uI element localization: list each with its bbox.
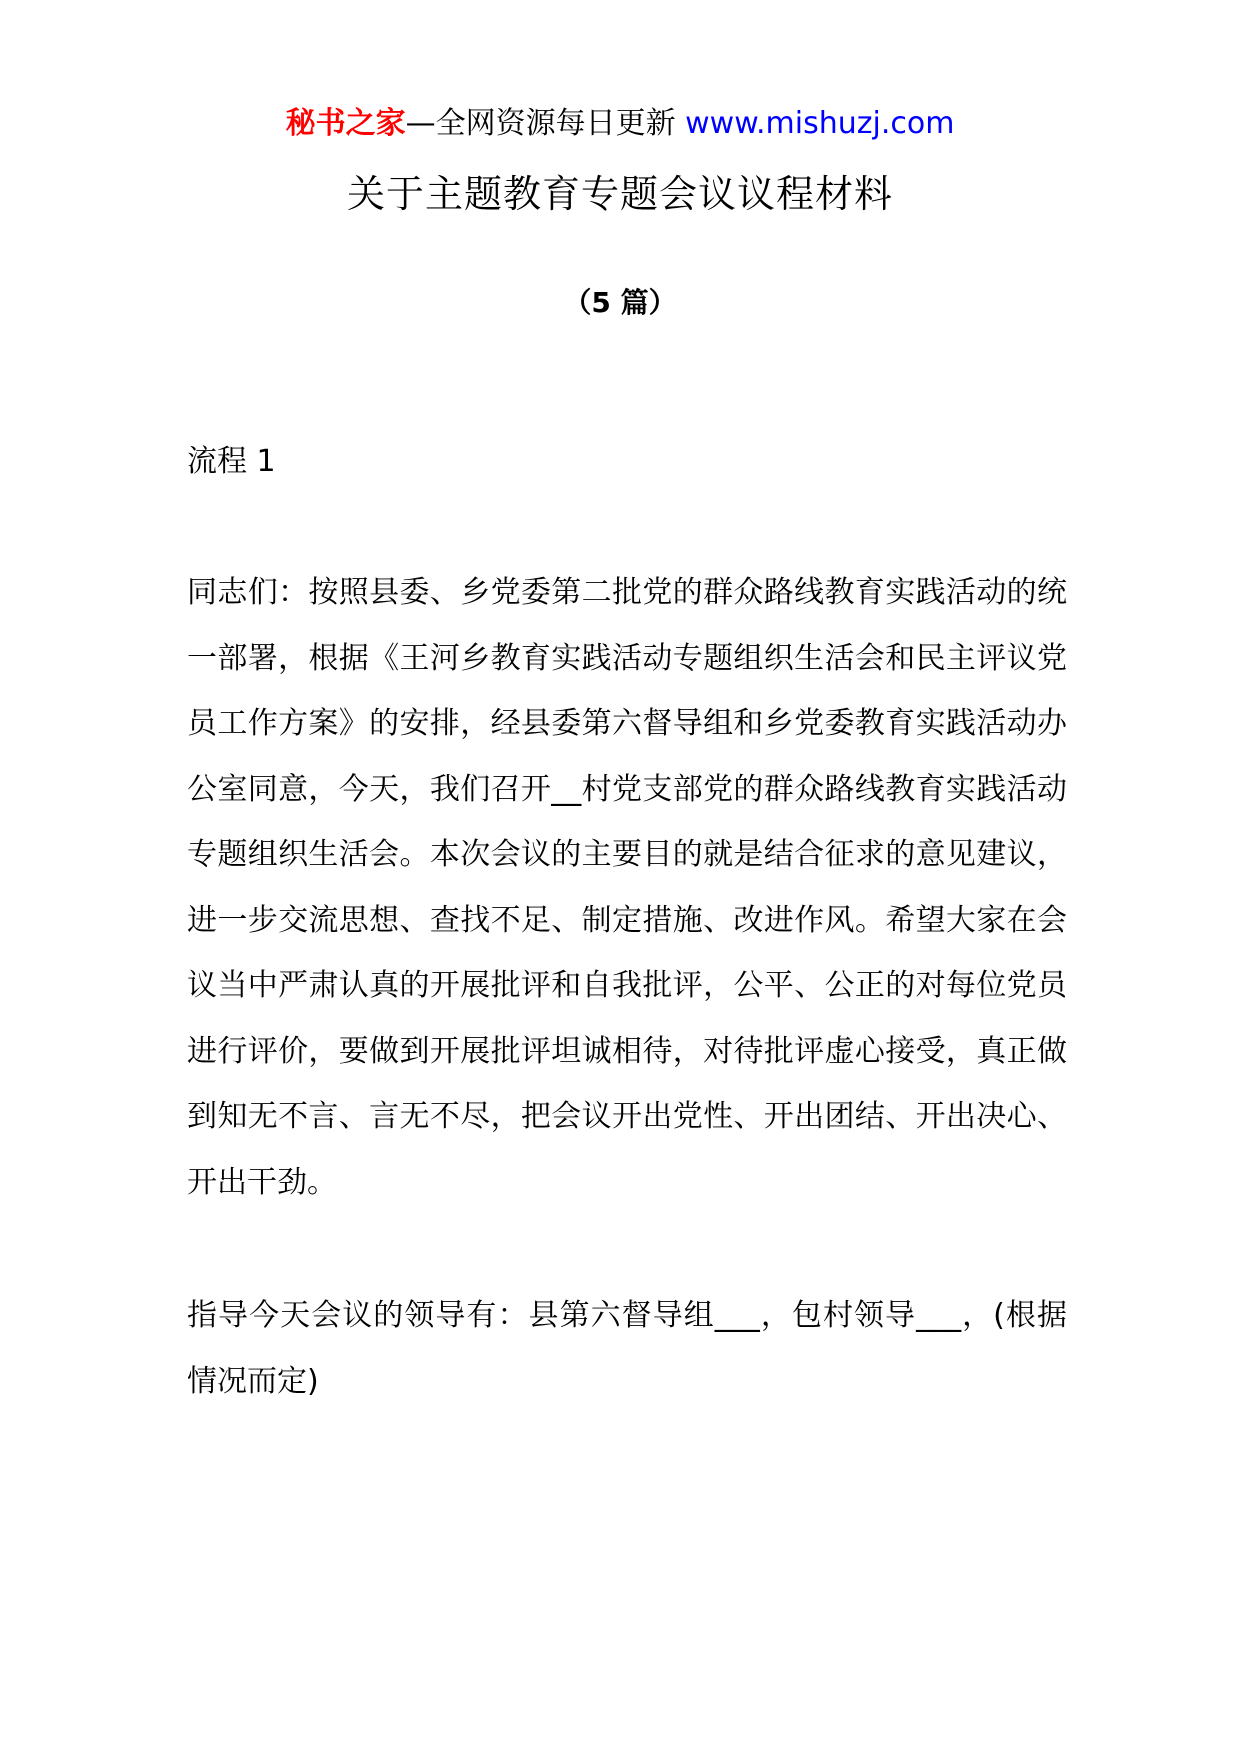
- document-title: 关于主题教育专题会议议程材料: [346, 172, 893, 216]
- brand-name: 秘书之家: [285, 106, 406, 141]
- site-url-link[interactable]: www.mishuzj.com: [685, 106, 955, 141]
- banner-tagline: —全网资源每日更新: [405, 106, 676, 141]
- section-heading: 流程 1: [187, 444, 276, 479]
- document-subtitle: （5 篇）: [563, 286, 677, 319]
- site-banner: [0, 102, 1240, 146]
- body-paragraph-leaders: 指导今天会议的领导有：县第六督导组___，包村领导___，(根据情况而定): [187, 1298, 1067, 1399]
- body-paragraph-opening: 同志们：按照县委、乡党委第二批党的群众路线教育实践活动的统一部署，根据《王河乡教育实践活动专题组织生活会和民主评议党员工作方案》的安排，经县委第六督导组和乡党委教育实践活动办公室同意，今天，我们召开__村党支部党的群众路线教育实践活动专题组织生活会。本次会议的主要目的就是结合征求的意见建议，进一步交流思想、查找不足、制定措施、改进作风。希望大家在会议当中严肃认真的开展批评和自我批评，公平、公正的对每位党员进行评价，要做到开展批评坦诚相待，对待批评虚心接受，真正做到知无不言、言无不尽，把会议开出党性、开出团结、开出决心、开出干劲。: [187, 575, 1067, 1200]
